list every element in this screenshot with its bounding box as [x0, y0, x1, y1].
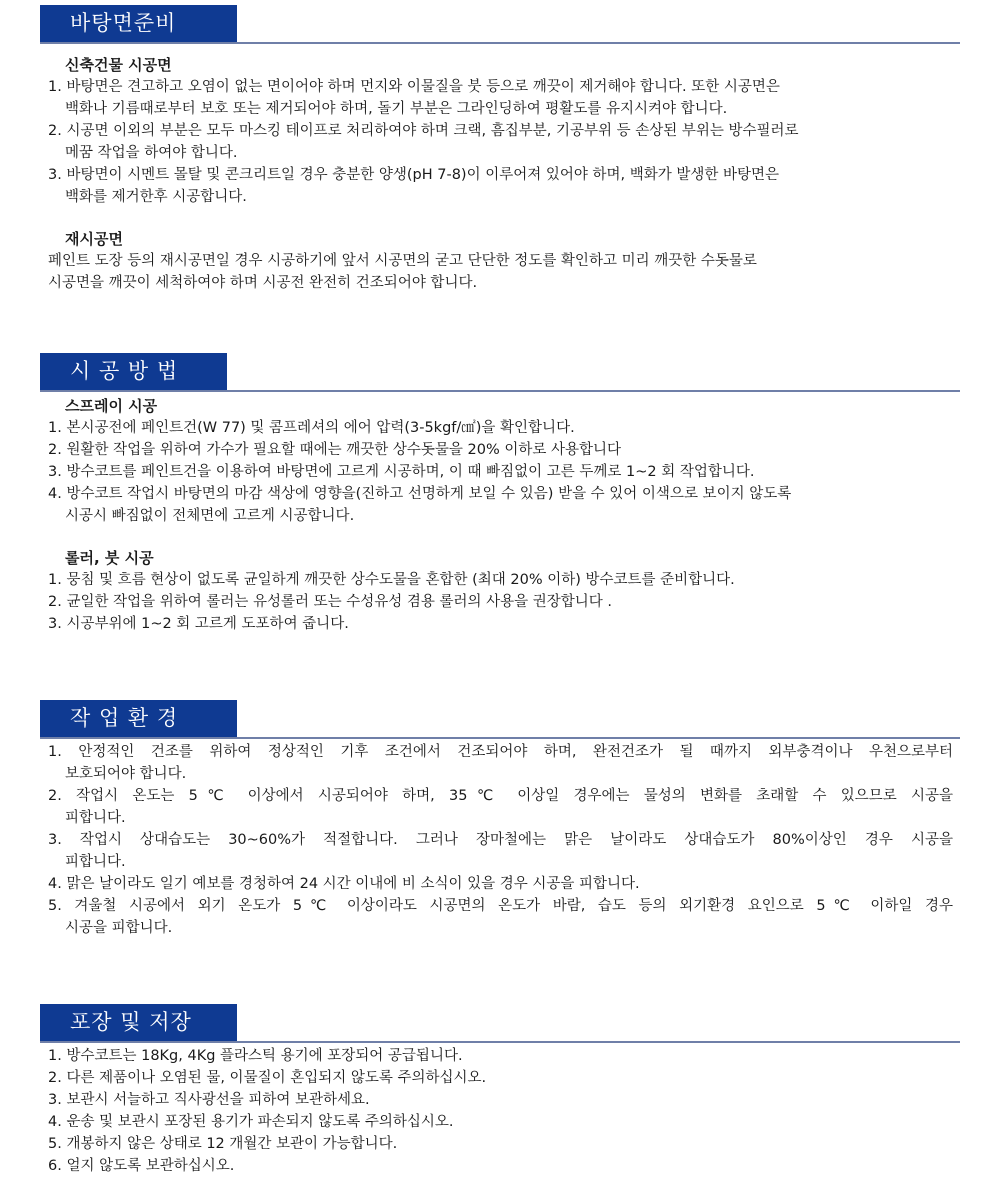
list-item: 4. 맑은 날이라도 일기 예보를 경청하여 24 시간 이내에 비 소식이 있을 경우 시공을 피합니다. [48, 876, 640, 892]
list-item: 1. 바탕면은 견고하고 오염이 없는 면이어야 하며 먼지와 이물질을 붓 등으로 깨끗이 제거해야 합니다. 또한 시공면은 [48, 79, 780, 95]
list-item: 2. 균일한 작업을 위하여 롤러는 유성롤러 또는 수성유성 겸용 롤러의 사용을 권장합니다 . [48, 594, 612, 610]
list-item: 2. 시공면 이외의 부분은 모두 마스킹 테이프로 처리하여야 하며 크랙, 흠집부분, 기공부위 등 손상된 부위는 방수필러로 [48, 123, 799, 139]
subsection-title: 스프레이 시공 [65, 397, 158, 415]
section-application-method [40, 353, 960, 635]
list-item-continued: 백화를 제거한후 시공합니다. [65, 189, 247, 205]
list-item: 1. 방수코트는 18Kg, 4Kg 플라스틱 용기에 포장되어 공급됩니다. [48, 1048, 463, 1064]
list-item: 1. 안정적인 건조를 위하여 정상적인 기후 조건에서 건조되어야 하며, 완전건조가 될 때까지 외부충격이나 우천으로부터 [48, 744, 953, 760]
paragraph-line: 시공면을 깨끗이 세척하여야 하며 시공전 완전히 건조되어야 합니다. [48, 275, 478, 291]
subsection-title: 롤러, 붓 시공 [65, 549, 154, 567]
list-item: 1. 뭉침 및 흐름 현상이 없도록 균일하게 깨끗한 상수도물을 혼합한 (최대 20% 이하) 방수코트를 준비합니다. [48, 572, 735, 588]
subsection-title: 신축건물 시공면 [65, 56, 172, 74]
section-header [40, 1004, 960, 1043]
list-item-continued: 피합니다. [65, 854, 126, 870]
subsection-title: 재시공면 [65, 230, 123, 248]
list-item-continued: 시공을 피합니다. [65, 920, 173, 936]
list-item-continued: 백화나 기름때로부터 보호 또는 제거되어야 하며, 돌기 부분은 그라인딩하여 평활도를 유지시켜야 합니다. [65, 101, 728, 117]
list-item-continued: 보호되어야 합니다. [65, 766, 187, 782]
list-item: 3. 방수코트를 페인트건을 이용하여 바탕면에 고르게 시공하며, 이 때 빠짐없이 고른 두께로 1~2 회 작업합니다. [48, 464, 755, 480]
list-item: 5. 개봉하지 않은 상태로 12 개월간 보관이 가능합니다. [48, 1136, 398, 1152]
section-header [40, 700, 960, 739]
list-item-continued: 피합니다. [65, 810, 126, 826]
section-title: 바탕면준비 [40, 5, 237, 42]
list-item: 2. 원활한 작업을 위하여 가수가 필요할 때에는 깨끗한 상수돗물을 20% 이하로 사용합니다 [48, 442, 621, 458]
list-item-continued: 시공시 빠짐없이 전체면에 고르게 시공합니다. [65, 508, 355, 524]
section-work-environment [40, 700, 960, 939]
section-header [40, 5, 960, 44]
list-item: 3. 작업시 상대습도는 30~60%가 적절합니다. 그러나 장마철에는 맑은 날이라도 상대습도가 80%이상인 경우 시공을 [48, 832, 953, 848]
section-title: 포장 및 저장 [40, 1004, 237, 1041]
list-item: 4. 운송 및 보관시 포장된 용기가 파손되지 않도록 주의하십시오. [48, 1114, 454, 1130]
section-surface-prep [40, 5, 960, 294]
list-item: 1. 본시공전에 페인트건(W 77) 및 콤프레셔의 에어 압력(3-5kgf/㎠)을 확인합니다. [48, 420, 575, 436]
list-item: 4. 방수코트 작업시 바탕면의 마감 색상에 영향을(진하고 선명하게 보일 수 있음) 받을 수 있어 이색으로 보이지 않도록 [48, 486, 792, 502]
section-packaging-storage [40, 1004, 960, 1177]
list-item: 6. 얼지 않도록 보관하십시오. [48, 1158, 235, 1174]
list-item: 3. 보관시 서늘하고 직사광선을 피하여 보관하세요. [48, 1092, 370, 1108]
list-item: 2. 다른 제품이나 오염된 물, 이물질이 혼입되지 않도록 주의하십시오. [48, 1070, 487, 1086]
section-title: 시 공 방 법 [40, 353, 227, 390]
paragraph-line: 페인트 도장 등의 재시공면일 경우 시공하기에 앞서 시공면의 굳고 단단한 정도를 확인하고 미리 깨끗한 수돗물로 [48, 253, 757, 269]
list-item: 3. 바탕면이 시멘트 몰탈 및 콘크리트일 경우 충분한 양생(pH 7-8)이 이루어져 있어야 하며, 백화가 발생한 바탕면은 [48, 167, 779, 183]
list-item: 5. 겨울철 시공에서 외기 온도가 5℃ 이상이라도 시공면의 온도가 바람, 습도 등의 외기환경 요인으로 5℃ 이하일 경우 [48, 898, 953, 914]
list-item: 3. 시공부위에 1~2 회 고르게 도포하여 줍니다. [48, 616, 349, 632]
section-title: 작 업 환 경 [40, 700, 237, 737]
section-header [40, 353, 960, 392]
list-item-continued: 메꿈 작업을 하여야 합니다. [65, 145, 238, 161]
list-item: 2. 작업시 온도는 5℃ 이상에서 시공되어야 하며, 35℃ 이상일 경우에는 물성의 변화를 초래할 수 있으므로 시공을 [48, 788, 953, 804]
